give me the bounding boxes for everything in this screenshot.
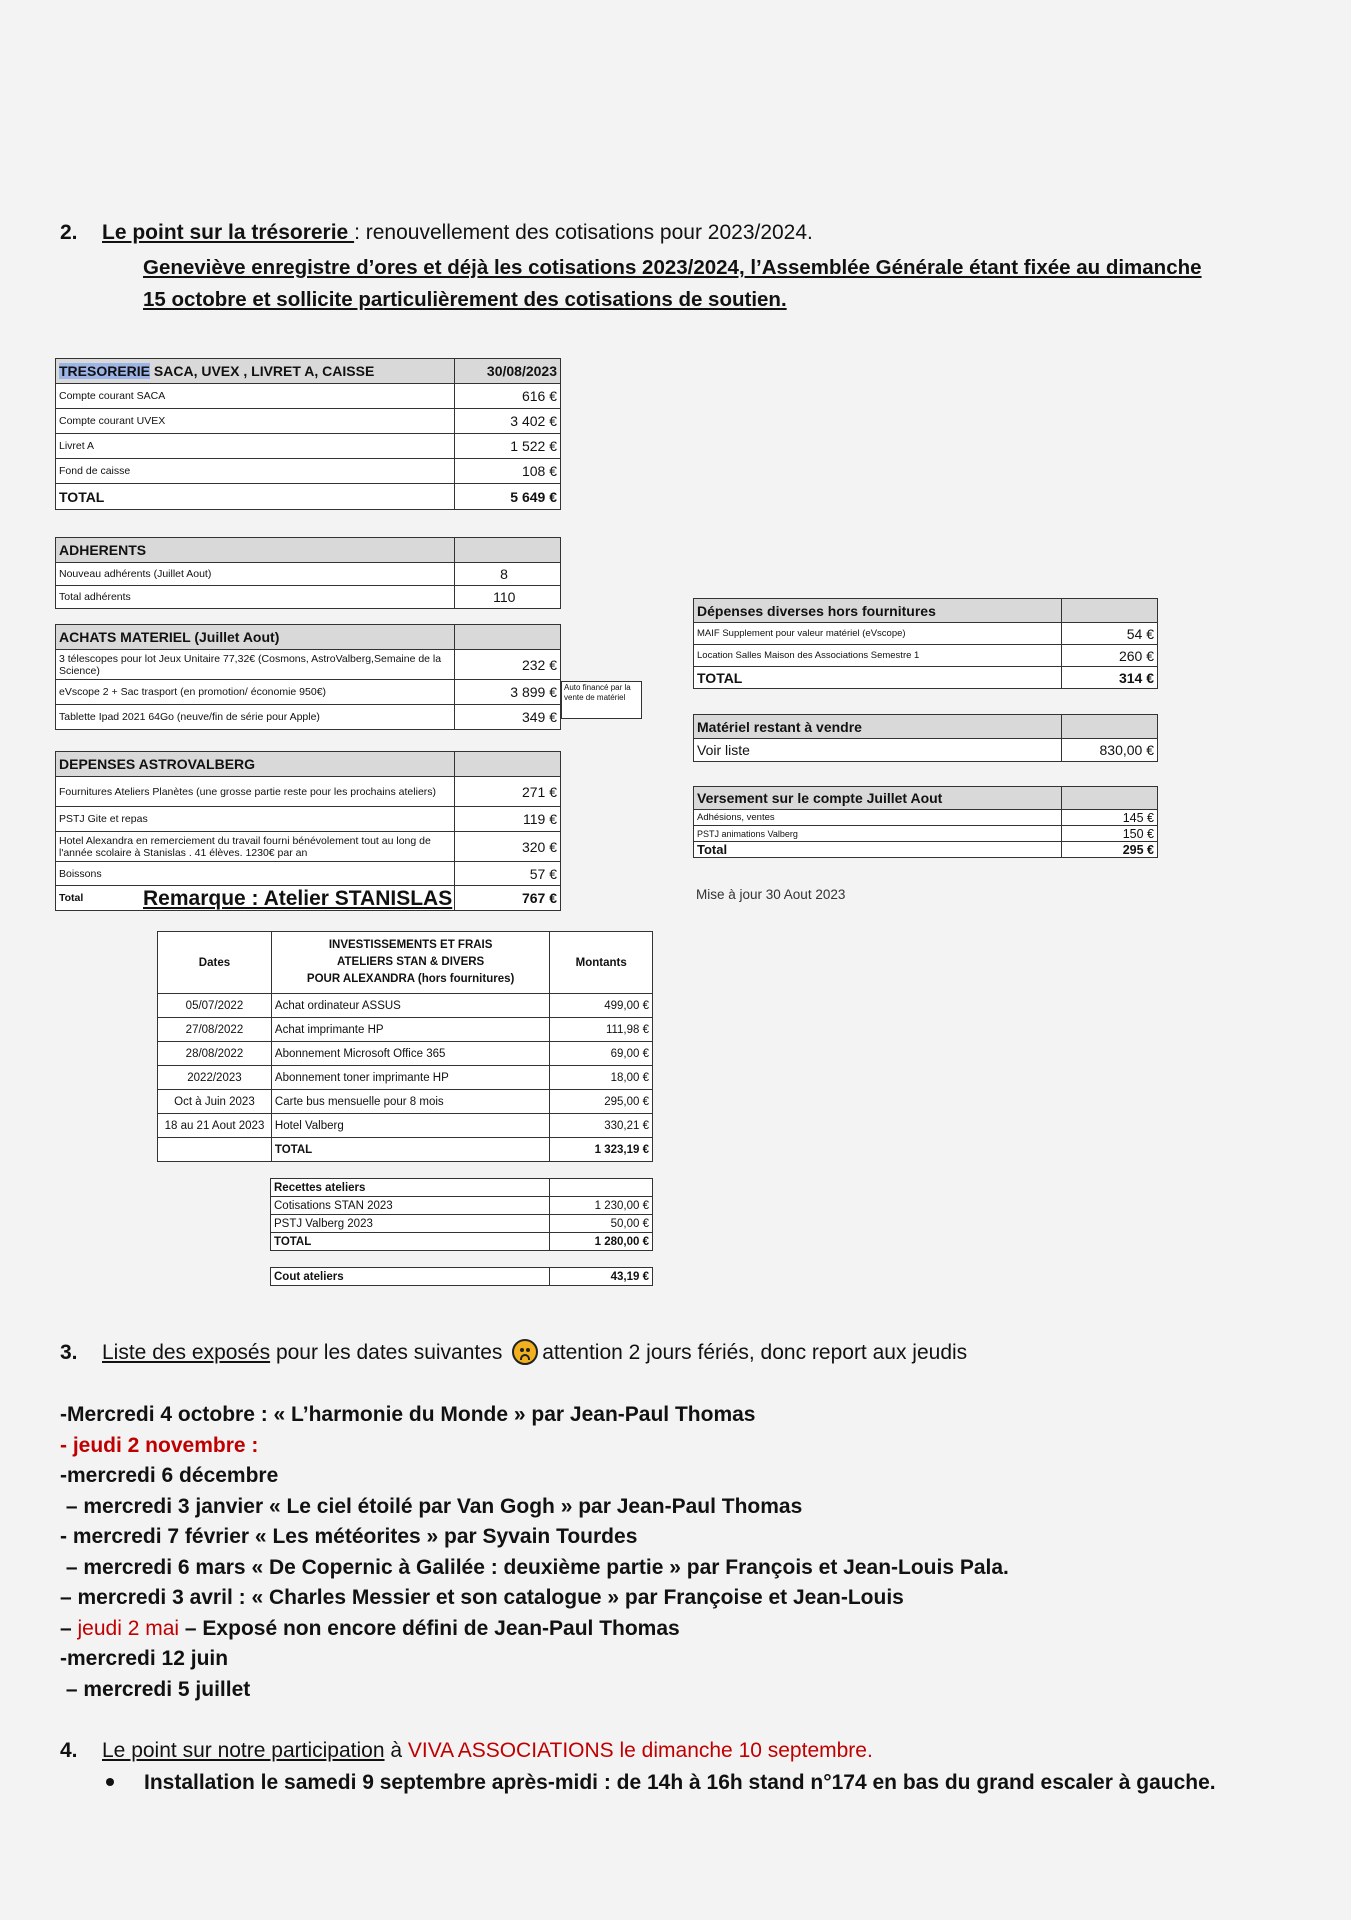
mise-a-jour: Mise à jour 30 Aout 2023 — [696, 887, 846, 902]
versement-table: Versement sur le compte Juillet Aout Adhésions, ventes 145 € PSTJ animations Valberg 150 € Total 295 € — [693, 786, 1158, 858]
exposes-list — [60, 1400, 1009, 1705]
list-item: – mercredi 3 janvier « Le ciel étoilé par Van Gogh » par Jean-Paul Thomas — [60, 1494, 803, 1518]
investissements-table: Dates INVESTISSEMENTS ET FRAIS ATELIERS STAN & DIVERS POUR ALEXANDRA (hors fournitures) Montants 05/07/2022 Achat ordinateur ASSUS 499,00 € 27/08/2022 Achat imprimante HP 111,98 € 28/08/2022 Abonnement Microsoft Office 365 69,00 € 2022/2023 Abonnement toner imprimante HP 18,00 € Oct à Juin 2023 Carte bus mensuelle pour 8 mois 295,00 € 18 au 21 Aout 2023 Hotel Valberg 330,21 € TOTAL 1 323,19 € — [157, 931, 653, 1162]
section-3-heading: 3. Liste des exposés pour les dates suivantes attention 2 jours fériés, donc report aux jeudis — [60, 1341, 968, 1364]
list-item: -mercredi 12 juin — [60, 1647, 229, 1670]
list-item: – mercredi 6 mars « De Copernic à Galilée : deuxième partie » par François et Jean-Louis Pala. — [60, 1555, 1009, 1579]
adherents-table: ADHERENTS Nouveau adhérents (Juillet Aout) 8 Total adhérents 110 — [55, 537, 561, 609]
list-item: - mercredi 7 février « Les météorites » par Syvain Tourdes — [60, 1525, 638, 1548]
cout-ateliers-table: Cout ateliers 43,19 € — [270, 1267, 653, 1286]
list-item: – mercredi 5 juillet — [60, 1677, 251, 1701]
list-item: – mercredi 3 avril : « Charles Messier et son catalogue » par Françoise et Jean-Louis — [60, 1586, 904, 1609]
achats-note: Auto financé par la vente de matériel — [561, 681, 642, 719]
remark-atelier-stanislas: Remarque : Atelier STANISLAS — [143, 887, 453, 910]
depenses-diverses-table: Dépenses diverses hors fournitures MAIF Supplement pour valeur matériel (eVscope) 54 € Location Salles Maison des Associations Semestre 1 260 € TOTAL 314 € — [693, 598, 1158, 689]
depenses-astrovalberg-table: DEPENSES ASTROVALBERG Fournitures Ateliers Planètes (une grosse partie reste pour les prochains ateliers) 271 € PSTJ Gite et repas 119 € Hotel Alexandra en remerciement du travail fourni bénévolement tout au long de l'année scolaire à Stanislas . 41 élèves. 1230€ par an 320 € Boissons 57 € Total Remarque : Atelier STANISLAS 767 € — [55, 751, 561, 911]
recettes-table: Recettes ateliers Cotisations STAN 2023 1 230,00 € PSTJ Valberg 2023 50,00 € TOTAL 1 280,00 € — [270, 1178, 653, 1251]
list-item: -mercredi 6 décembre — [60, 1464, 279, 1487]
section-4-bullet: Installation le samedi 9 septembre après-midi : de 14h à 16h stand n°174 en bas du grand escaler à gauche. — [100, 1771, 1216, 1795]
section-2-heading: 2. Le point sur la trésorerie : renouvellement des cotisations pour 2023/2024. — [60, 221, 813, 244]
list-item: - jeudi 2 novembre : — [60, 1433, 259, 1457]
achats-materiel-table: ACHATS MATERIEL (Juillet Aout) 3 télescopes pour lot Jeux Unitaire 77,32€ (Cosmons, AstroValberg,Semaine de la Science) 232 € eVscope 2 + Sac trasport (en promotion/ économie 950€) 3 899 € Tablette Ipad 2021 64Go (neuve/fin de série pour Apple) 349 € — [55, 624, 561, 730]
section-4-heading: 4. Le point sur notre participation à VIVA ASSOCIATIONS le dimanche 10 septembre. — [60, 1739, 873, 1762]
tresorerie-table: TRESORERIE SACA, UVEX , LIVRET A, CAISSE 30/08/2023 Compte courant SACA 616 € Compte courant UVEX 3 402 € Livret A 1 522 € Fond de caisse 108 € TOTAL 5 649 € — [55, 358, 561, 510]
list-item: -Mercredi 4 octobre : « L’harmonie du Monde » par Jean-Paul Thomas — [60, 1403, 756, 1426]
tresorerie-title-highlight: TRESORERIE — [59, 363, 151, 379]
tresorerie-date: 30/08/2023 — [455, 359, 561, 384]
materiel-restant-table: Matériel restant à vendre Voir liste 830,00 € — [693, 714, 1158, 762]
sad-face-icon — [512, 1339, 538, 1365]
bullet-icon — [106, 1778, 114, 1786]
section-2-paragraph: Geneviève enregistre d’ores et déjà les cotisations 2023/2024, l’Assemblée Générale étant fixée au dimanche 15 octobre et sollicite particulièrement des cotisations de soutien. — [143, 256, 1202, 311]
list-item: – jeudi 2 mai – Exposé non encore défini de Jean-Paul Thomas — [60, 1616, 680, 1640]
